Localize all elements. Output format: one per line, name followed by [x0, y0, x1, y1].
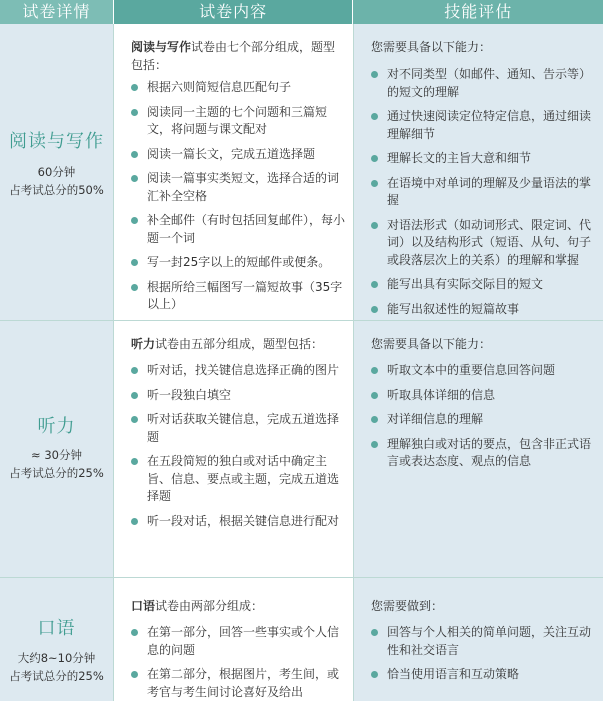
- list-item: 能写出具有实际交际目的短文: [371, 276, 598, 294]
- bullet-icon: [131, 416, 138, 423]
- section-weight: 占考试总分的50%: [9, 183, 104, 197]
- list-item: 听对话获取关键信息，完成五道选择题: [131, 411, 349, 446]
- list-item: 在第一部分，回答一些事实或个人信息的问题: [131, 624, 349, 659]
- header-skill-assessment: 技能评估: [352, 0, 603, 24]
- bullet-icon: [131, 629, 138, 636]
- bullet-icon: [131, 109, 138, 116]
- list-item: 根据六则简短信息匹配句子: [131, 79, 349, 97]
- section-duration: 大约8~10分钟: [17, 651, 96, 665]
- list-item: 能写出叙述性的短篇故事: [371, 301, 598, 319]
- list-item: 回答与个人相关的简单问题，关注互动性和社交语言: [371, 624, 598, 659]
- skills-list: [371, 66, 598, 325]
- list-item: 理解长文的主旨大意和细节: [371, 150, 598, 168]
- section-skills: [353, 24, 603, 320]
- list-item: 通过快速阅读定位特定信息，通过细读理解细节: [371, 108, 598, 143]
- list-item: 听取文本中的重要信息回答问题: [371, 362, 598, 380]
- section-info: [0, 321, 114, 577]
- section-skills: [353, 321, 603, 577]
- bullet-icon: [371, 441, 378, 448]
- list-item: 阅读一篇长文，完成五道选择题: [131, 146, 349, 164]
- bullet-icon: [371, 155, 378, 162]
- section-duration: 60分钟: [37, 165, 76, 179]
- section-title: 口语: [37, 618, 76, 639]
- bullet-icon: [131, 367, 138, 374]
- section-weight: 占考试总分的25%: [9, 669, 104, 683]
- intro-text: 试卷由两部分组成：: [155, 599, 264, 613]
- intro-bold: 口语: [131, 599, 156, 613]
- section-reading-writing: [0, 24, 603, 321]
- bullet-icon: [371, 629, 378, 636]
- section-content: [114, 321, 353, 577]
- section-info: [0, 578, 114, 701]
- section-info: [0, 24, 114, 320]
- content-list: [131, 79, 349, 321]
- bullet-icon: [131, 175, 138, 182]
- section-intro: [131, 335, 345, 353]
- list-item: 恰当使用语言和互动策略: [371, 666, 598, 684]
- bullet-icon: [371, 113, 378, 120]
- section-title: 听力: [37, 416, 76, 437]
- bullet-icon: [131, 151, 138, 158]
- bullet-icon: [371, 180, 378, 187]
- skills-intro: 您需要具备以下能力：: [371, 337, 492, 351]
- bullet-icon: [371, 416, 378, 423]
- bullet-icon: [131, 518, 138, 525]
- skills-list: [371, 362, 598, 478]
- list-item: 听一段对话，根据关键信息进行配对: [131, 513, 349, 531]
- intro-bold: 听力: [131, 337, 156, 351]
- bullet-icon: [371, 71, 378, 78]
- intro-text: 试卷由七个部分组成，题型包括：: [131, 40, 336, 72]
- skills-intro: 您需要具备以下能力：: [371, 40, 492, 54]
- section-content: [114, 24, 353, 320]
- list-item: 对详细信息的理解: [371, 411, 598, 429]
- section-listening: [0, 321, 603, 578]
- bullet-icon: [131, 284, 138, 291]
- bullet-icon: [131, 392, 138, 399]
- content-list: [131, 362, 349, 537]
- intro-bold: 阅读与写作: [131, 40, 192, 54]
- table-header: [0, 0, 603, 24]
- list-item: 听对话，找关键信息选择正确的图片: [131, 362, 349, 380]
- list-item: 在语境中对单词的理解及少量语法的掌握: [371, 175, 598, 210]
- section-intro: [131, 38, 345, 74]
- bullet-icon: [131, 84, 138, 91]
- list-item: 写一封25字以上的短邮件或便条。: [131, 254, 349, 272]
- section-speaking: [0, 578, 603, 701]
- bullet-icon: [371, 671, 378, 678]
- bullet-icon: [371, 367, 378, 374]
- list-item: 对不同类型（如邮件、通知、告示等）的短文的理解: [371, 66, 598, 101]
- section-title: 阅读与写作: [9, 131, 104, 152]
- list-item: 在五段简短的独白或对话中确定主旨、信息、要点或主题，完成五道选择题: [131, 453, 349, 506]
- bullet-icon: [371, 281, 378, 288]
- section-duration: ≈ 30分钟: [31, 448, 82, 462]
- list-item: 在第二部分，根据图片，考生间，或考官与考生间讨论喜好及给出: [131, 666, 349, 701]
- bullet-icon: [131, 217, 138, 224]
- bullet-icon: [131, 259, 138, 266]
- section-weight: 占考试总分的25%: [9, 466, 104, 480]
- bullet-icon: [371, 222, 378, 229]
- list-item: 理解独白或对话的要点，包含非正式语言或表达态度、观点的信息: [371, 436, 598, 471]
- header-exam-details: 试卷详情: [0, 0, 113, 24]
- list-item: 阅读同一主题的七个问题和三篇短文，将问题与课文配对: [131, 104, 349, 139]
- section-intro: [131, 597, 345, 615]
- intro-text: 试卷由五部分组成，题型包括：: [155, 337, 324, 351]
- list-item: 听一段独白填空: [131, 387, 349, 405]
- list-item: 补全邮件（有时包括回复邮件），每小题一个词: [131, 212, 349, 247]
- bullet-icon: [371, 306, 378, 313]
- list-item: 听取具体详细的信息: [371, 387, 598, 405]
- section-content: [114, 578, 353, 701]
- list-item: 阅读一篇事实类短文，选择合适的词汇补全空格: [131, 170, 349, 205]
- skills-intro: 您需要做到：: [371, 599, 444, 613]
- list-item: 根据所给三幅图写一篇短故事（35字以上）: [131, 279, 349, 314]
- header-exam-content: 试卷内容: [113, 0, 353, 24]
- bullet-icon: [371, 392, 378, 399]
- bullet-icon: [131, 458, 138, 465]
- bullet-icon: [131, 671, 138, 678]
- skills-list: [371, 624, 598, 691]
- section-skills: [353, 578, 603, 701]
- content-list: [131, 624, 349, 708]
- list-item: 对语法形式（如动词形式、限定词、代词）以及结构形式（短语、从句、句子或段落层次上的关系）的理解和掌握: [371, 217, 598, 270]
